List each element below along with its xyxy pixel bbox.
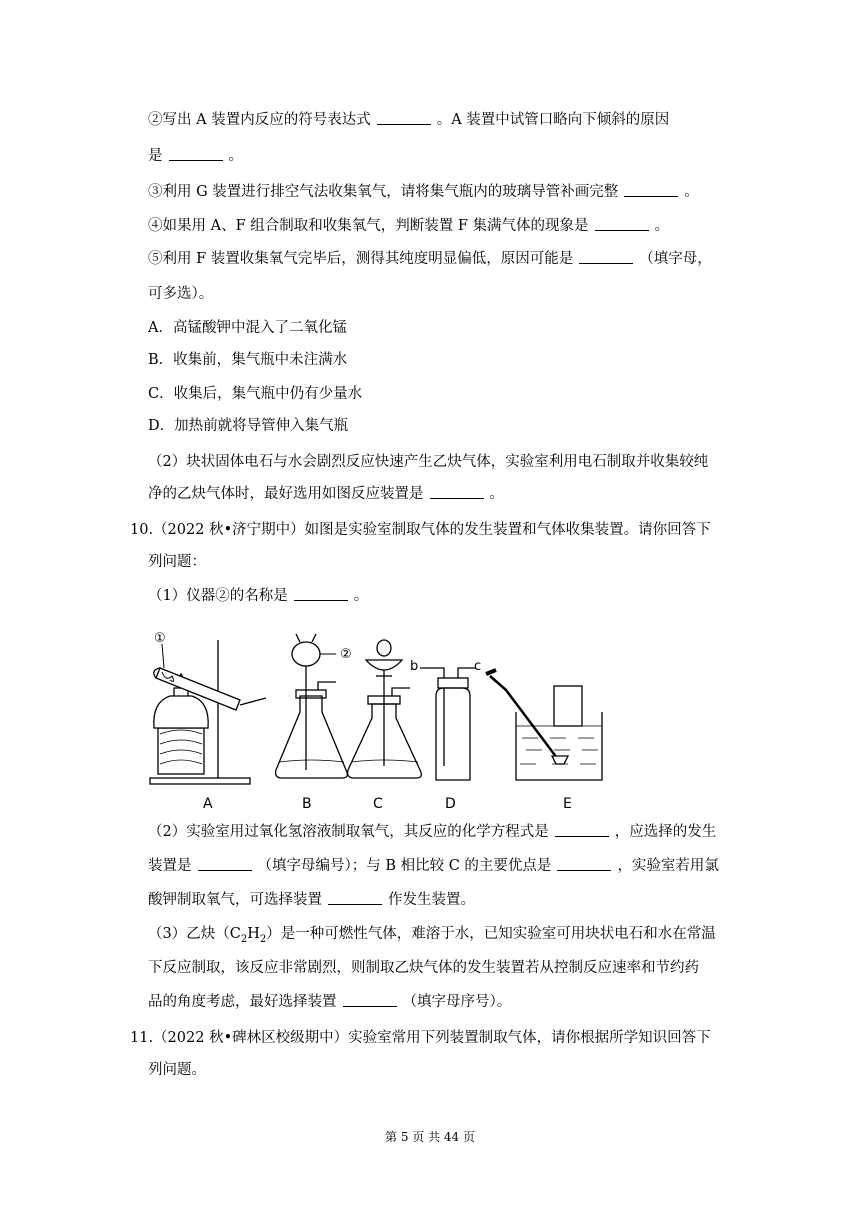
figure-label-a: A (203, 796, 213, 812)
answer-blank[interactable] (343, 992, 397, 1007)
text-line-11: （2）块状固体电石与水会剧烈反应快速产生乙炔气体，实验室利用电石制取并收集较纯 (148, 454, 709, 470)
answer-blank[interactable] (624, 182, 678, 197)
figure-label-c: C (373, 796, 383, 812)
apparatus-e (486, 670, 602, 780)
figure-label-b: B (302, 796, 312, 812)
question-11-title: 11.（2022 秋•碑林区校级期中）实验室常用下列装置制取气体，请你根据所学知识回答下 (130, 1030, 711, 1046)
tube-label-c: c (474, 659, 482, 674)
text-line-16: （2）实验室用过氧化氢溶液制取氧气，其反应的化学方程式是 ，应选择的发生 (148, 824, 717, 840)
text-line-18: 酸钾制取氧气，可选择装置 作发生装置。 (148, 892, 475, 908)
marker-2: ② (340, 647, 352, 662)
option-c: C．收集后，集气瓶中仍有少量水 (148, 386, 363, 402)
text-line-2: 是 。 (148, 148, 243, 164)
option-b: B．收集前，集气瓶中未注满水 (148, 352, 348, 368)
text-line-23: 列问题。 (148, 1062, 206, 1078)
text-line-5: ⑤利用 F 装置收集氧气完毕后，测得其纯度明显偏低，原因可能是 （填字母， (148, 251, 712, 267)
text-line-3: ③利用 G 装置进行排空气法收集氧气，请将集气瓶内的玻璃导管补画完整 。 (148, 184, 699, 200)
answer-blank[interactable] (595, 216, 649, 231)
figure-label-e: E (563, 796, 572, 812)
text-line-20: 下反应制取，该反应非常剧烈，则制取乙炔气体的发生装置若从控制反应速率和节约药 (148, 960, 699, 976)
text-line-19: （3）乙炔$(C_2H_2)$是一种可燃性气体，难溶于水，已知实验室可用块状电石和水在常温 (148, 926, 716, 945)
question-10-title: 10.（2022 秋•济宁期中）如图是实验室制取气体的发生装置和气体收集装置。请你回答下 (130, 522, 711, 538)
option-d: D．加热前就将导管伸入集气瓶 (148, 418, 349, 434)
answer-blank[interactable] (430, 484, 484, 499)
answer-blank[interactable] (328, 890, 382, 905)
apparatus-b (276, 634, 348, 778)
answer-blank[interactable] (579, 249, 633, 264)
text-line-14: 列问题： (148, 554, 206, 570)
apparatus-figure (140, 630, 610, 790)
tube-label-b: b (410, 659, 419, 674)
apparatus-a (150, 640, 266, 784)
apparatus-d (420, 668, 476, 780)
text-line-6: 可多选）。 (148, 286, 214, 302)
text-line-12: 净的乙炔气体时，最好选用如图反应装置是 。 (148, 486, 504, 502)
page-footer: 第 5 页 共 44 页 (385, 1130, 475, 1144)
marker-1: ① (154, 631, 166, 646)
answer-blank[interactable] (294, 586, 348, 601)
text-line-15: （1）仪器②的名称是 。 (148, 588, 369, 604)
text-line-21: 品的角度考虑，最好选择装置 （填字母序号）。 (148, 994, 512, 1010)
text-line-17: 装置是 （填字母编号）；与 B 相比较 C 的主要优点是 ，实验室若用氯 (148, 858, 719, 874)
answer-blank[interactable] (198, 856, 252, 871)
answer-blank[interactable] (555, 822, 609, 837)
text-line-4: ④如果用 A、F 组合制取和收集氧气，判断装置 F 集满气体的现象是 。 (148, 218, 670, 234)
answer-blank[interactable] (169, 146, 223, 161)
text-line-1: ②写出 A 装置内反应的符号表达式 。A 装置中试管口略向下倾斜的原因 (148, 112, 670, 128)
figure-label-d: D (445, 796, 456, 812)
answer-blank[interactable] (557, 856, 611, 871)
option-a: A．高锰酸钾中混入了二氧化锰 (148, 320, 347, 336)
answer-blank[interactable] (377, 110, 431, 125)
